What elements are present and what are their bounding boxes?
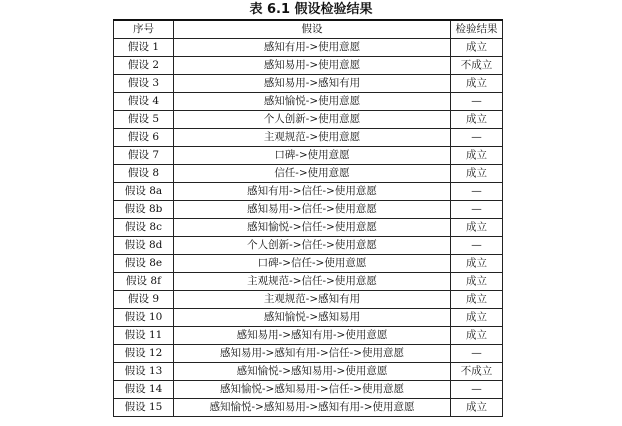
row-hypothesis: 感知愉悦->感知易用->感知有用->使用意愿: [174, 399, 451, 417]
row-result: 成立: [451, 165, 503, 183]
row-result: 成立: [451, 219, 503, 237]
table-row: [114, 345, 503, 363]
row-result: 成立: [451, 273, 503, 291]
table-row: [114, 75, 503, 93]
row-hypothesis: 感知易用->信任->使用意愿: [174, 201, 451, 219]
table-row: [114, 183, 503, 201]
row-result: —: [451, 201, 503, 219]
row-id: 假设 15: [114, 399, 174, 417]
table-row: [114, 255, 503, 273]
row-id: 假设 11: [114, 327, 174, 345]
row-hypothesis: 口碑->使用意愿: [174, 147, 451, 165]
row-id: 假设 8e: [114, 255, 174, 273]
row-result: 成立: [451, 39, 503, 57]
table-row: [114, 219, 503, 237]
table-header-row: [114, 20, 503, 39]
row-id: 假设 2: [114, 57, 174, 75]
row-id: 假设 8f: [114, 273, 174, 291]
table-row: [114, 399, 503, 417]
row-hypothesis: 主观规范->感知有用: [174, 291, 451, 309]
row-hypothesis: 感知易用->感知有用->信任->使用意愿: [174, 345, 451, 363]
row-result: 成立: [451, 75, 503, 93]
table-row: [114, 111, 503, 129]
table-caption: 表 6.1 假设检验结果: [249, 2, 373, 17]
row-result: —: [451, 129, 503, 147]
row-hypothesis: 感知有用->信任->使用意愿: [174, 183, 451, 201]
row-id: 假设 6: [114, 129, 174, 147]
table-row: [114, 273, 503, 291]
row-hypothesis: 感知愉悦->感知易用: [174, 309, 451, 327]
header-hypothesis: 假设: [174, 20, 451, 39]
row-id: 假设 8c: [114, 219, 174, 237]
row-id: 假设 5: [114, 111, 174, 129]
table-row: [114, 57, 503, 75]
row-hypothesis: 感知有用->使用意愿: [174, 39, 451, 57]
table-row: [114, 201, 503, 219]
row-hypothesis: 个人创新->使用意愿: [174, 111, 451, 129]
row-id: 假设 1: [114, 39, 174, 57]
row-result: —: [451, 345, 503, 363]
table-row: [114, 327, 503, 345]
row-hypothesis: 口碑->信任->使用意愿: [174, 255, 451, 273]
row-hypothesis: 感知易用->感知有用->使用意愿: [174, 327, 451, 345]
table-row: [114, 237, 503, 255]
row-result: 成立: [451, 291, 503, 309]
row-id: 假设 7: [114, 147, 174, 165]
row-id: 假设 12: [114, 345, 174, 363]
row-result: 不成立: [451, 363, 503, 381]
row-hypothesis: 感知易用->感知有用: [174, 75, 451, 93]
table-row: [114, 129, 503, 147]
table-row: [114, 93, 503, 111]
row-result: 成立: [451, 309, 503, 327]
row-hypothesis: 感知愉悦->感知易用->信任->使用意愿: [174, 381, 451, 399]
row-hypothesis: 主观规范->使用意愿: [174, 129, 451, 147]
row-id: 假设 3: [114, 75, 174, 93]
table-body: [114, 39, 503, 417]
row-hypothesis: 主观规范->信任->使用意愿: [174, 273, 451, 291]
row-hypothesis: 感知愉悦->感知易用->使用意愿: [174, 363, 451, 381]
row-result: —: [451, 93, 503, 111]
row-result: 成立: [451, 111, 503, 129]
table-row: [114, 147, 503, 165]
table-row: [114, 165, 503, 183]
row-result: —: [451, 381, 503, 399]
row-hypothesis: 感知易用->使用意愿: [174, 57, 451, 75]
header-result: 检验结果: [451, 20, 503, 39]
row-result: 成立: [451, 147, 503, 165]
hypothesis-results-table: [113, 19, 503, 417]
row-hypothesis: 感知愉悦->信任->使用意愿: [174, 219, 451, 237]
table-row: [114, 309, 503, 327]
row-id: 假设 10: [114, 309, 174, 327]
table-row: [114, 39, 503, 57]
row-result: 成立: [451, 255, 503, 273]
table-row: [114, 363, 503, 381]
row-result: 成立: [451, 327, 503, 345]
row-result: 不成立: [451, 57, 503, 75]
table-row: [114, 381, 503, 399]
row-result: —: [451, 237, 503, 255]
row-id: 假设 13: [114, 363, 174, 381]
row-id: 假设 4: [114, 93, 174, 111]
row-id: 假设 8d: [114, 237, 174, 255]
table-row: [114, 291, 503, 309]
row-id: 假设 8b: [114, 201, 174, 219]
header-index: 序号: [114, 20, 174, 39]
row-hypothesis: 个人创新->信任->使用意愿: [174, 237, 451, 255]
row-id: 假设 14: [114, 381, 174, 399]
row-id: 假设 9: [114, 291, 174, 309]
row-result: 成立: [451, 399, 503, 417]
row-id: 假设 8a: [114, 183, 174, 201]
row-result: —: [451, 183, 503, 201]
row-hypothesis: 感知愉悦->使用意愿: [174, 93, 451, 111]
row-hypothesis: 信任->使用意愿: [174, 165, 451, 183]
row-id: 假设 8: [114, 165, 174, 183]
